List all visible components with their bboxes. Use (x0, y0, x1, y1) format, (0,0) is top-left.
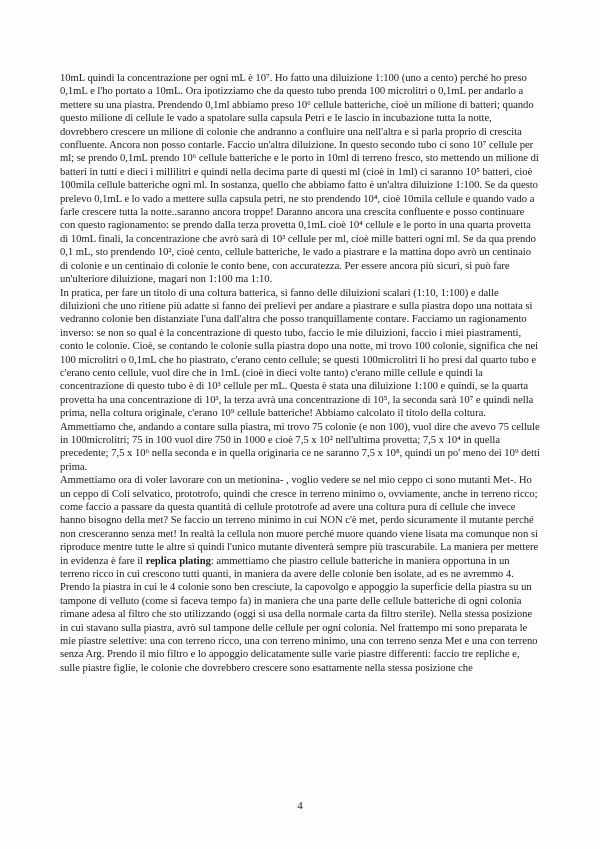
paragraph-75-colonie: Ammettiamo che, andando a contare sulla piastra, mi trovo 75 colonie (e non 100), vuol dire che avevo 75 cellule in 100microlitri; 75 in 100 vuol dire 750 in 1000 e cioè 7,5 x 10² nell'ultima provetta; 7,5 x 10⁴ in quella precedente; 7,5 x 10⁶ nella seconda e in quella originaria ce ne saranno 7,5 x 10⁸, quindi un po' meno dei 10⁹ detti prima. (60, 421, 540, 473)
page-number: 4 (297, 800, 303, 812)
paragraph-dilutions: 10mL quindi la concentrazione per ogni mL è 10⁷. Ho fatto una diluizione 1:100 (uno a cento) perché ho preso 0,1mL e l'ho portato a 10mL. Ora ipotizziamo che da questo tubo prenda 100 microlitri o 0,1mL per andarlo a mettere su una piastra. Prendendo 0,1ml abbiamo preso 10⁶ cellule batteriche, cioè un milione di batteri; quando questo milione di cellule le vado a spatolare sulla capsula Petri e le lascio in incubazione tutta la notte, dovrebbero crescere un milione di colonie che andranno a confluire una nell'altra e si parla proprio di crescita confluente. Ancora non posso contarle. Faccio un'altra diluizione. In questo secondo tubo ci sono 10⁷ cellule per ml; se prendo 0,1mL prendo 10⁶ cellule batteriche e le porto in 10ml di terreno fresco, sto mettendo un milione di batteri in tutti e dieci i millilitri e quindi nella decima parte di questi ml (cioè in 1ml) ci saranno 10⁵ batteri, cioè 100mila cellule batteriche ogni ml. In sostanza, quello che abbiamo fatto è un'altra diluizione 1:100. Se da questo prelevo 0,1mL e lo vado a mettere sulla capsula petri, ne sto prendendo 10⁴, cioè 10mila cellule e quando vado a farle crescere tutta la notte..saranno ancora troppe! Daranno ancora una crescita confluente e posso continuare con questo ragionamento: se prendo dalla terza provetta 0,1mL cioè 10⁴ cellule e le porto in una quarta provetta di 10mL finali, la concentrazione che avrò sarà di 10³ cellule per ml, cioè mille batteri ogni ml. Se da qua prendo 0,1 mL, sto prendendo 10², cioè cento, cellule batteriche, le vado a piastrare e la mattina dopo avrò un centinaio di colonie e un centinaio di colonie le conto bene, con accuratezza. Per essere ancora più sicuri, si può fare un'ulteriore diluizione, magari non 1:100 ma 1:10. (60, 73, 539, 286)
bold-term-replica-plating: replica plating (145, 555, 211, 567)
paragraph-replica-plating: Ammettiamo ora di voler lavorare con un metionina- , voglio vedere se nel mio ceppo ci sono mutanti Met-. Ho un ceppo di Coli selvatico, prototrofo, quindi che cresce in terreno minimo o, ovviamente, anche in terreno ricco; come faccio a passare da questa quantità di cellule prototrofe ad avere una coltura pura di cellule che invece hanno bisogno della met? Se faccio un terreno minimo in cui NON c'è met, perdo sicuramente il mutante perché non cresceranno senza met! In realtà la cellula non muore perché muore quando viene lisata ma comunque non si riproduce mentre tutte le altre sì quindi l'unico mutante diventerà sempre più trascurabile. La maniera per mettere in evidenza è fare il replica plating: ammettiamo che piastro cellule batteriche in maniera opportuna in un terreno ricco in cui crescono tutti quanti, in maniera da avere delle colonie ben isolate, ad es ne avremmo 4. Prendo la piastra in cui le 4 colonie sono ben cresciute, la capovolgo e appoggio la superficie della piastra su un tampone di velluto (come si faceva tempo fa) in maniera che una parte delle cellule batteriche di ogni colonia rimane adesa al filtro che sto utilizzando (oggi si usa della normale carta da filtro sterile). Nella stessa posizione in cui stavano sulla piastra, avrò sul tampone delle cellule per ogni colonia. Nel frattempo mi sono preparata le mie piastre selettive: una con terreno ricco, una con terreno minimo, una con terreno senza Met e una con terreno senza Arg. Prendo il mio filtro e lo appoggio delicatamente sulle varie piastre differenti: faccio tre repliche e, sulle piastre figlie, le colonie che dovrebbero crescere sono esattamente nella stessa posizione che (60, 475, 539, 674)
paragraph-titolo: In pratica, per fare un titolo di una coltura batterica, si fanno delle diluizioni scalari (1:10, 1:100) e dalle diluizioni che uno ritiene più adatte si fanno dei prelievi per andare a piastrare e sulla piastra dopo una nottata si vedranno colonie ben distanziate l'una dall'altra che posso tranquillamente contare. Facciamo un ragionamento inverso: se non so qual è la concentrazione di questo tubo, faccio le mie diluizioni, faccio i miei piastramenti, conto le colonie. Cioè, se contando le colonie sulla piastra dopo una notte, mi trovo 100 colonie, significa che nei 100 microlitri o 0,1mL che ho piastrato, c'erano cento cellule; se questi 100microlitri li ho presi dal quarto tubo e c'erano cento cellule, vuol dire che in 1mL (cioè in dieci volte tanto) c'erano mille cellule e quindi la concentrazione di questo tubo è di 10³ cellule per mL. Questa è stata una diluizione 1:100 e quindi, se la quarta provetta ha una concentrazione di 10³, la terza avrà una concentrazione di 10⁵, la seconda sarà 10⁷ e quindi nella prima, nella coltura originale, c'erano 10⁹ cellule batteriche! Abbiamo calcolato il titolo della coltura. (60, 287, 539, 420)
